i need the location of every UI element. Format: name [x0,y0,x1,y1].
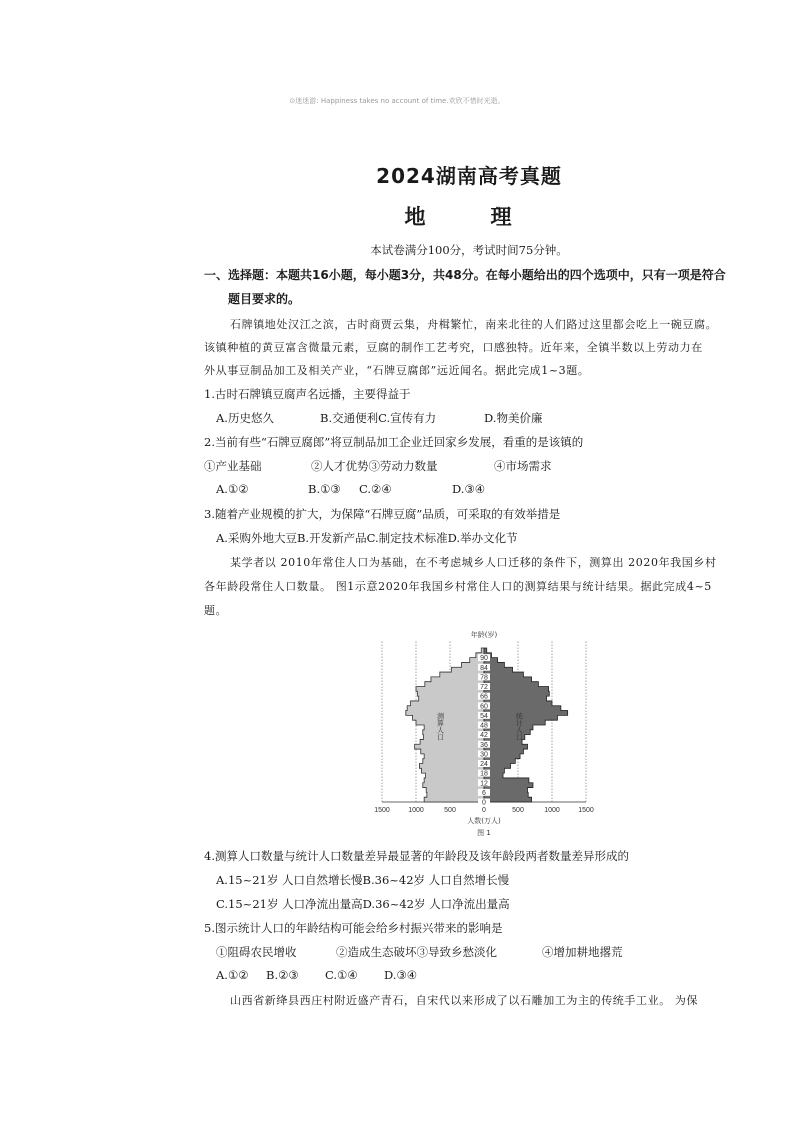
y-tick-label: 30 [480,751,488,759]
y-tick-label: 48 [480,722,488,730]
passage1-line3: 外从事豆制品加工及相关产业，“石牌豆腐郎”远近闻名。据此完成1~3题。 [204,364,590,377]
x-tick-label: 0 [482,807,486,814]
q5-option-b: B.②③ [266,968,299,982]
q2-option-d: D.③④ [452,482,486,496]
x-axis-title: 人数(万人) [467,817,501,825]
y-tick-label: 60 [480,703,488,711]
y-tick-label: 78 [480,674,488,682]
y-tick-label: 90 [480,655,488,663]
q4-options-line2: C.15~21岁 人口净流出量高D.36~42岁 人口净流出量高 [216,897,510,911]
figure-caption: 图 1 [477,829,491,837]
q2-item-1: ①产业基础 [204,459,262,473]
x-tick-label: 1000 [408,807,424,814]
x-tick-label: 500 [444,807,456,814]
watermark-text: ⊙迷迷游: Happiness takes no account of time.欢欣不惜时光逝。 [289,97,505,105]
q5-item-23: ②造成生态破坏③导致乡愁淡化 [336,945,497,959]
y-tick-label: 24 [480,761,488,768]
passage2-line2: 各年龄段常住人口数量。 图1示意2020年我国乡村常住人口的测算结果与统计结果。据此完成4~5 [204,580,712,593]
q5-item-4: ④增加耕地撂荒 [542,945,623,959]
q5-stem: 5.图示统计人口的年龄结构可能会给乡村振兴带来的影响是 [204,921,503,935]
passage2-line1: 某学者以 2010年常住人口为基础，在不考虑城乡人口迁移的条件下，测算出 2020年我国乡村 [230,556,717,569]
y-tick-label: 66 [480,693,488,701]
q2-stem: 2.当前有些“石牌豆腐郎”将豆制品加工企业迁回家乡发展，看重的是该镇的 [204,435,584,449]
census-population-area [484,648,568,802]
y-tick-label: 0 [482,799,486,807]
y-tick-label: 12 [480,780,488,788]
q4-options-line1: A.15~21岁 人口自然增长慢B.36~42岁 人口自然增长慢 [216,873,510,887]
page-title: 2024湖南高考真题 [376,164,562,188]
q5-item-1: ①阻碍农民增收 [216,945,297,959]
section-heading-line1: 一、选择题：本题共16小题，每小题3分，共48分。在每小题给出的四个选项中，只有一项是符合 [204,268,726,282]
y-tick-label: 72 [480,684,488,691]
y-axis-title: 年龄(岁) [470,631,498,639]
y-tick-label: 18 [480,770,488,778]
subject-title: 地 理 [404,205,534,229]
x-tick-label: 1000 [544,807,560,814]
exam-note: 本试卷满分100分，考试时间75分钟。 [370,243,568,257]
passage1-line1: 石牌镇地处汉江之滨，古时商贾云集，舟楫繁忙，南来北往的人们路过这里都会吃上一碗豆腐。 [230,318,718,331]
q1-option-bc: B.交通便利C.宣传有力 [320,411,437,425]
right-series-label: 统计人口 [515,712,524,741]
q2-item-4: ④市场需求 [494,459,552,473]
q3-options: A.采购外地大豆B.开发新产品C.制定技术标准D.举办文化节 [216,531,518,545]
y-tick-label: 42 [480,732,488,740]
q1-option-a: A.历史悠久 [216,411,274,425]
x-tick-label: 1500 [578,807,594,814]
q2-option-b: B.①③ [308,482,341,496]
q5-option-a: A.①② [216,968,249,982]
passage2-line3: 题。 [204,604,228,617]
population-pyramid-chart [372,628,596,840]
section-heading-line2: 题目要求的。 [228,292,301,306]
passage3-line1: 山西省新绛县西庄村附近盛产青石，自宋代以来形成了以石雕加工为主的传统手工业。 为保 [230,994,699,1007]
q2-option-a: A.①② [216,482,249,496]
q5-option-c: C.①④ [325,968,358,982]
y-tick-label: 54 [480,712,488,720]
q3-stem: 3.随着产业规模的扩大，为保障“石牌豆腐”品质，可采取的有效举措是 [204,507,561,521]
q4-stem: 4.测算人口数量与统计人口数量差异最显著的年龄段及该年龄段两者数量差异形成的 [204,849,629,863]
y-tick-label: 84 [480,664,488,672]
q1-option-d: D.物美价廉 [484,411,543,425]
x-tick-label: 500 [512,807,524,814]
q2-item-23: ②人才优势③劳动力数量 [311,459,438,473]
estimated-population-area [406,648,484,802]
passage1-line2: 该镇种植的黄豆富含微量元素，豆腐的制作工艺考究，口感独特。近年来，全镇半数以上劳动力在 [204,341,703,354]
y-tick-label: 36 [480,741,488,749]
y-tick-label: 6 [482,789,486,797]
q5-option-d: D.③④ [384,968,418,982]
q1-stem: 1.古时石牌镇豆腐声名远播，主要得益于 [204,387,411,401]
left-series-label: 测算人口 [436,712,445,741]
q2-option-c: C.②④ [359,482,392,496]
x-tick-label: 1500 [374,807,390,814]
